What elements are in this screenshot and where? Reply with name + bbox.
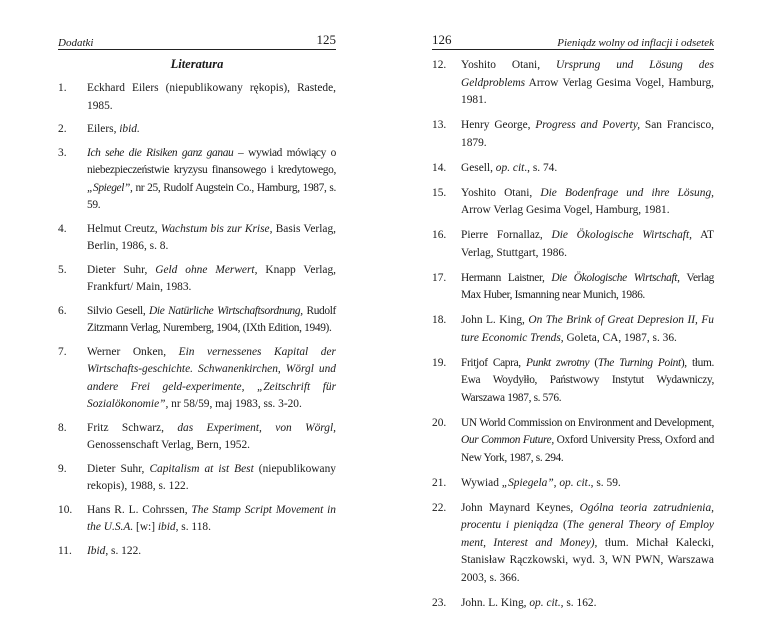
entry-number: 13.: [432, 119, 447, 131]
entry-number: 23.: [432, 596, 447, 609]
page-number: 126: [432, 32, 452, 47]
entry-text-run: Hans R. L. Cohrssen,: [87, 503, 192, 516]
running-head-title: Dodatki: [58, 37, 94, 49]
entry-text-run: Hermann Laistner,: [461, 271, 552, 284]
entry-number: 14.: [432, 161, 447, 174]
bibliography-entry: [58, 543, 336, 561]
bibliography-entry: [58, 221, 336, 256]
entry-text-run: John Maynard Keynes,: [461, 501, 580, 514]
entry-text-run: Wywiad: [461, 476, 502, 489]
entry-text: [461, 185, 714, 220]
entry-number: 20.: [432, 416, 447, 429]
entry-text-run: Gesell,: [461, 161, 496, 174]
page-number: 125: [316, 32, 336, 47]
bibliography-entry: [432, 185, 714, 220]
entry-text-run: Silvio Gesell,: [87, 304, 150, 317]
entry-text-run: AT Verlag, Stuttgart, 1986.: [461, 229, 715, 259]
entry-italic-run: Wachstum bis zur Krise,: [160, 222, 273, 235]
entry-text: [461, 227, 714, 262]
entry-text: [461, 57, 714, 110]
bibliography-entry: [432, 475, 714, 493]
entry-text-run: Werner Onken,: [87, 345, 179, 358]
entry-text: [87, 80, 336, 115]
entry-text-run: John. L. King,: [461, 596, 530, 609]
entry-number: 15.: [432, 186, 447, 199]
bibliography-list: [58, 80, 336, 566]
entry-text-run: Yoshito Otani,: [461, 186, 541, 199]
bibliography-entry: [432, 415, 714, 468]
entry-text-run: Basis Verlag, Berlin, 1986, s. 8.: [87, 222, 336, 252]
left-page: [58, 0, 336, 557]
entry-text-run: Genossenschaft Verlag, Bern, 1952.: [87, 439, 251, 451]
entry-number: 1.: [58, 82, 67, 94]
entry-number: 19.: [432, 356, 447, 369]
entry-italic-run: Capitalism at ist Best: [149, 462, 254, 475]
entry-text: [87, 461, 336, 496]
entry-text-run: [w:]: [133, 521, 158, 533]
bibliography-entry: [58, 461, 336, 496]
entry-italic-run: op. cit: [495, 161, 525, 174]
entry-text-run: Oxford University Press, Oxford and New York, 1987, s. 294.: [461, 434, 715, 464]
entry-italic-run: Ein vernessenes Kapital der Wirtschafts-geschichte. Schwanenkirchen, Wörgl und andere Frei geld-experimente, „Zeitschrift für Sozialökonomie”,: [87, 345, 336, 410]
entry-italic-run: das Experiment, von Wörgl,: [177, 421, 336, 434]
bibliography-entry: [58, 303, 336, 338]
entry-text-run: , s. 118.: [175, 521, 211, 533]
bibliography-entry: [432, 227, 714, 262]
entry-text-run: John L. King,: [461, 314, 529, 326]
entry-number: 21.: [432, 476, 447, 489]
entry-text: [461, 355, 714, 408]
entry-text-run: ), tłum. Ewa Woydyłło, Państwowy Instytut Wydawniczy, Warszawa 1987, s. 576.: [461, 356, 714, 404]
entry-text: [87, 502, 336, 537]
entry-text: [461, 415, 714, 468]
header-rule: [432, 49, 714, 50]
bibliography-entry: [58, 262, 336, 297]
entry-italic-run: „Spiegela”, op. cit: [501, 476, 588, 489]
entry-text-run: (: [558, 519, 567, 531]
bibliography-entry: [432, 595, 714, 613]
entry-italic-run: Ogólna teoria zatrudnienia, procentu i pieniądza: [461, 501, 714, 531]
bibliography-list: [432, 57, 714, 620]
section-title: Literatura: [170, 57, 224, 71]
bibliography-entry: [432, 270, 714, 305]
entry-text: [87, 262, 336, 297]
entry-text-run: UN World Commission on Environment and Development,: [461, 416, 714, 429]
entry-italic-run: Ibid: [87, 544, 106, 557]
bibliography-entry: [432, 500, 714, 588]
entry-text-run: Goleta, CA, 1987, s. 36.: [563, 331, 677, 344]
entry-text-run: nr 25, Rudolf Augstein Co., Hamburg, 1987, s. 59.: [87, 181, 336, 211]
entry-text-run: Helmut Creutz,: [87, 222, 161, 235]
entry-number: 16.: [432, 229, 447, 241]
entry-text-run: – wywiad mówiący o niebezpieczeństwie kryzysu finansowego i kredytowego,: [87, 146, 336, 176]
entry-text-run: (: [589, 356, 598, 369]
entry-text: [461, 270, 714, 305]
entry-text-run: Arrow Verlag Gesima Vogel, Hamburg, 1981.: [461, 204, 670, 216]
entry-text-run: , Verlag Max Huber, Ismanning near Munich, 1986.: [461, 271, 714, 301]
entry-text-run: Fritz Schwarz,: [87, 421, 178, 434]
entry-italic-run: Geld ohne Merwert,: [155, 263, 258, 276]
entry-number: 5.: [58, 263, 67, 276]
entry-text: [87, 543, 336, 561]
entry-text-run: Henry George,: [461, 119, 536, 131]
entry-italic-run: Die Natürliche Wirtschaftsordnung,: [149, 304, 303, 317]
entry-text-run: tłum. Michał Kalecki, Stanisław Rączkowski, wyd. 3, WN PWN, Warszawa 2003, s. 366.: [461, 536, 714, 584]
bibliography-entry: [58, 420, 336, 455]
entry-text-run: Dieter Suhr,: [87, 263, 156, 276]
entry-italic-run: Ich sehe die Risiken ganz ganau: [87, 146, 234, 159]
entry-number: 18.: [432, 314, 447, 326]
entry-text: [461, 475, 714, 493]
entry-text: [461, 312, 714, 347]
entry-text: [87, 221, 336, 256]
entry-text-run: , s. 122.: [105, 544, 142, 557]
header-rule: [58, 49, 336, 50]
entry-italic-run: Punkt zwrotny: [526, 356, 590, 369]
entry-text-run: Yoshito Otani,: [461, 59, 556, 71]
entry-number: 11.: [58, 544, 72, 557]
entry-italic-run: On The Brink of Great Depresion II, Fu ture Economic Trends,: [461, 314, 714, 344]
entry-italic-run: The general Theory of Employ ment, Interest and Money),: [461, 519, 714, 549]
entry-text: [461, 160, 714, 178]
entry-number: 8.: [58, 421, 67, 434]
right-page: [432, 0, 715, 609]
entry-text: [87, 303, 336, 338]
entry-text: [461, 595, 714, 613]
entry-text-run: Rudolf Zitzmann Verlag, Nuremberg, 1904, (IXth Edition, 1949).: [87, 304, 336, 334]
entry-text-run: Knapp Verlag, Frankfurt/ Main, 1983.: [87, 263, 336, 293]
entry-italic-run: ibid.: [119, 123, 140, 135]
entry-text: [87, 344, 336, 414]
entry-text-run: nr 58/59, maj 1983, ss. 3-20.: [168, 398, 302, 410]
entry-italic-run: The Stamp Script Movement in the U.S.A.: [87, 503, 336, 533]
entry-italic-run: Die Ökologische Wirtschaft,: [551, 229, 692, 241]
entry-text-run: Fritjof Capra,: [461, 356, 526, 369]
entry-number: 17.: [432, 271, 447, 284]
bibliography-entry: [58, 121, 336, 139]
entry-number: 10.: [58, 503, 73, 516]
entry-text: [461, 500, 714, 588]
entry-number: 6.: [58, 304, 67, 317]
bibliography-entry: [58, 344, 336, 414]
bibliography-entry: [432, 355, 714, 408]
entry-text: [461, 117, 714, 152]
entry-text-run: (niepublikowany rekopis), 1988, s. 122.: [87, 462, 336, 492]
entry-italic-run: ibid: [157, 521, 176, 533]
entry-italic-run: Die Bodenfrage und ihre Lösung,: [540, 186, 714, 199]
entry-text: [87, 145, 336, 215]
bibliography-entry: [58, 145, 336, 215]
entry-text-run: Eckhard Eilers (niepublikowany rękopis), Rastede, 1985.: [87, 82, 336, 112]
entry-number: 22.: [432, 501, 447, 514]
entry-text: [87, 121, 336, 139]
bibliography-entry: [432, 312, 714, 347]
entry-number: 7.: [58, 345, 67, 358]
entry-italic-run: The Turning Point: [597, 356, 681, 369]
bibliography-entry: [432, 117, 714, 152]
running-header: [432, 32, 714, 48]
entry-text-run: s. 162.: [563, 596, 597, 609]
entry-text-run: Eilers,: [87, 123, 120, 135]
entry-number: 9.: [58, 462, 67, 475]
entry-italic-run: Progress and Poverty,: [535, 119, 641, 131]
entry-number: 4.: [58, 222, 67, 235]
entry-number: 3.: [58, 146, 67, 159]
entry-text-run: San Francisco, 1879.: [461, 119, 714, 149]
entry-number: 2.: [58, 123, 67, 135]
entry-italic-run: Die Ökologische Wirtschaft: [551, 271, 678, 284]
entry-italic-run: „Spiegel”,: [87, 181, 133, 194]
entry-text-run: ., s. 59.: [587, 476, 621, 489]
entry-text-run: Arrow Verlag Gesima Vogel, Hamburg, 1981.: [461, 76, 714, 106]
entry-number: 12.: [432, 59, 447, 71]
running-head-title: Pieniądz wolny od inflacji i odsetek: [557, 37, 714, 49]
bibliography-entry: [432, 57, 714, 110]
bibliography-entry: [432, 160, 714, 178]
entry-text-run: ., s. 74.: [524, 161, 558, 174]
entry-italic-run: Our Common Future,: [461, 434, 554, 446]
entry-text-run: Dieter Suhr,: [87, 462, 150, 475]
bibliography-entry: [58, 502, 336, 537]
bibliography-entry: [58, 80, 336, 115]
entry-italic-run: op. cit.,: [529, 596, 564, 609]
entry-italic-run: Ursprung und Lösung des Geldproblems: [461, 59, 714, 89]
running-header: [58, 32, 336, 48]
entry-text: [87, 420, 336, 455]
entry-text-run: Pierre Fornallaz,: [461, 229, 552, 241]
